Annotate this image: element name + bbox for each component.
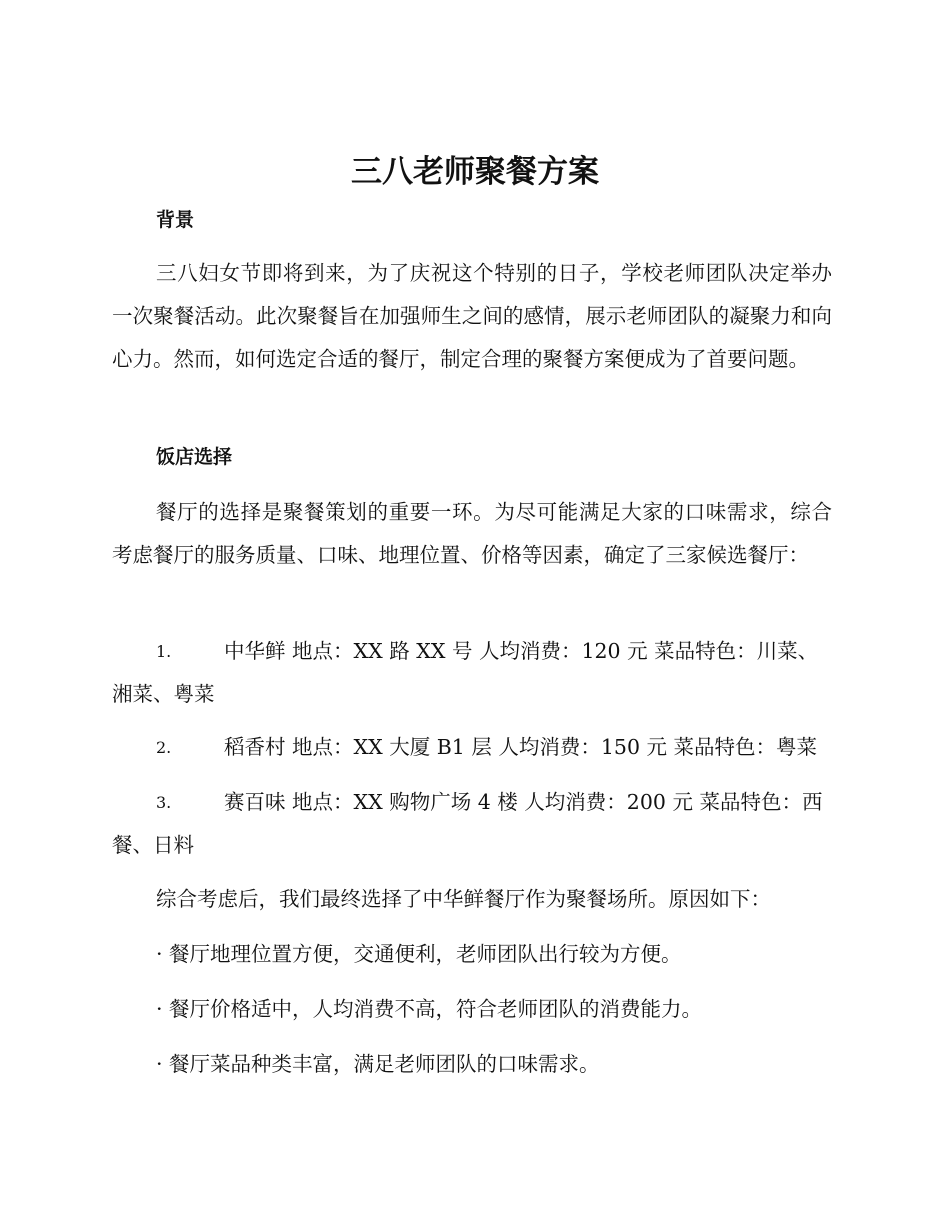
reason-bullet: · 餐厅菜品种类丰富，满足老师团队的口味需求。 bbox=[156, 1052, 600, 1076]
background-paragraph: 三八妇女节即将到来，为了庆祝这个特别的日子，学校老师团队决定举办一次聚餐活动。此次聚餐旨在加强师生之间的感情，展示老师团队的凝聚力和向心力。然而，如何选定合适的餐厅，制定合理的聚餐方案便成为了首要问题。 bbox=[112, 261, 832, 371]
list-item-text: 稻香村 地点：XX 大厦 B1 层 人均消费：150 元 菜品特色：粤菜 bbox=[224, 735, 818, 759]
conclusion-line: 综合考虑后，我们最终选择了中华鲜餐厅作为聚餐场所。原因如下： bbox=[156, 887, 771, 911]
list-item-number: 3. bbox=[156, 793, 172, 812]
reason-bullet: · 餐厅价格适中，人均消费不高，符合老师团队的消费能力。 bbox=[156, 997, 703, 1021]
list-item-text: 中华鲜 地点：XX 路 XX 号 人均消费：120 元 菜品特色：川菜、湘菜、粤菜 bbox=[112, 639, 819, 706]
document-title: 三八老师聚餐方案 bbox=[351, 154, 599, 190]
list-item-text: 赛百味 地点：XX 购物广场 4 楼 人均消费：200 元 菜品特色：西餐、日料 bbox=[112, 790, 823, 857]
reason-bullet: · 餐厅地理位置方便，交通便利，老师团队出行较为方便。 bbox=[156, 942, 682, 966]
list-item-number: 1. bbox=[156, 642, 172, 661]
list-item-number: 2. bbox=[156, 738, 172, 757]
restaurant-intro-paragraph: 餐厅的选择是聚餐策划的重要一环。为尽可能满足大家的口味需求，综合考虑餐厅的服务质量、口味、地理位置、价格等因素，确定了三家候选餐厅： bbox=[112, 500, 832, 567]
section-heading-restaurant: 饭店选择 bbox=[156, 446, 233, 468]
section-heading-background: 背景 bbox=[156, 209, 195, 231]
